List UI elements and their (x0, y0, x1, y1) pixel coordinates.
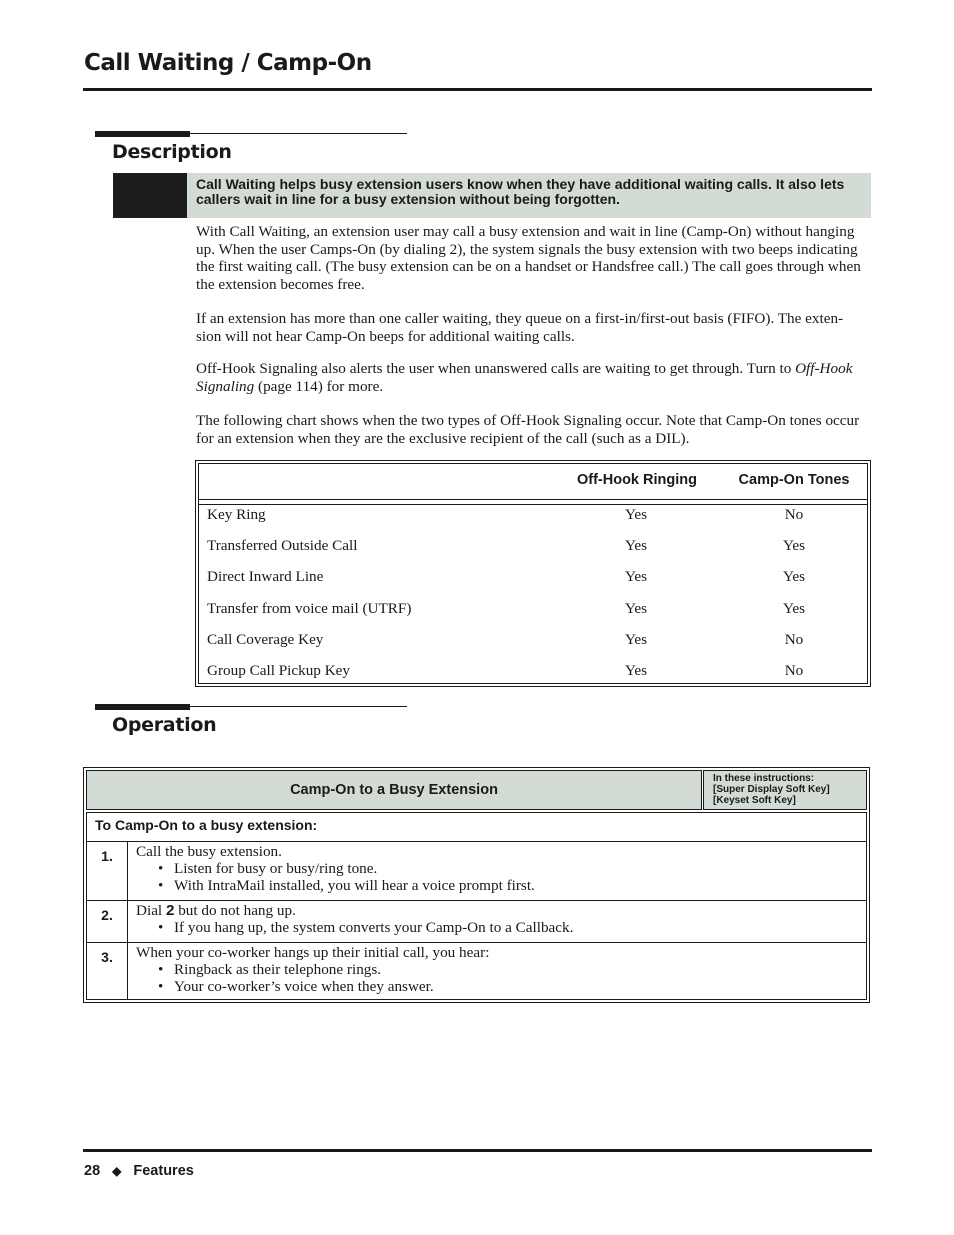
instructions-legend (703, 770, 867, 810)
step-number: 1. (86, 841, 128, 901)
section-rule (95, 133, 407, 134)
step-text (136, 902, 866, 919)
step-body (127, 841, 867, 901)
legend-line: [Super Display Soft Key] (713, 784, 830, 795)
page-title: Call Waiting / Camp-On (84, 50, 372, 76)
step-bullet: • Listen for busy or busy/ring tone. (136, 860, 866, 877)
paragraph-text: Off-Hook Signaling also alerts the user when unanswered calls are waiting to get through. Turn to (196, 360, 796, 377)
ringing-value: Yes (624, 600, 648, 617)
tones-value: No (784, 662, 804, 679)
paragraph-text: (page 114) for more. (254, 377, 384, 395)
summary-marker (113, 173, 187, 218)
step-bullet: • With IntraMail installed, you will hear a voice prompt first. (136, 877, 866, 894)
description-heading: Description (112, 141, 232, 163)
ringing-value: Yes (624, 662, 648, 679)
paragraph: The following chart shows when the two types of Off-Hook Signaling occur. Note that Camp-On tones occur for an extension when they are the exclusive recipient of the call (such as a DIL). (196, 412, 860, 447)
row-label: Transfer from voice mail (UTRF) (207, 600, 412, 617)
tones-value: Yes (782, 600, 806, 617)
section-bar (95, 131, 190, 137)
ringing-value: Yes (624, 537, 648, 554)
step-text: When your co-worker hangs up their initial call, you hear: (136, 944, 490, 961)
operation-heading: Operation (112, 714, 217, 736)
diamond-icon: ◆ (112, 1164, 122, 1178)
ringing-value: Yes (624, 506, 648, 523)
operation-table-title: Camp-On to a Busy Extension (86, 770, 702, 810)
paragraph: With Call Waiting, an extension user may call a busy extension and wait in line (Camp-On) without hanging up. When the user Camps-On (by dialing 2), the system signals the busy extension with two beeps indicating the first waiting call. (The busy extension can be on a handset or Handsfree call.) The call goes through when the extension becomes free. (196, 223, 861, 293)
step-text-part: Dial (136, 902, 166, 919)
page-footer (84, 1163, 194, 1179)
step-body (127, 900, 867, 943)
step-bullet: • If you hang up, the system converts your Camp-On to a Callback. (136, 919, 866, 936)
page-number: 28 (84, 1163, 101, 1179)
row-label: Transferred Outside Call (207, 537, 358, 554)
row-label: Group Call Pickup Key (207, 662, 350, 679)
cross-reference-link[interactable]: Off-Hook Signaling (196, 360, 853, 395)
title-rule (83, 88, 872, 91)
operation-subheading: To Camp-On to a busy extension: (86, 812, 867, 842)
footer-rule (83, 1149, 872, 1152)
step-bullet: • Your co-worker’s voice when they answer. (136, 978, 866, 995)
chart-frame (198, 463, 868, 684)
tones-value: No (784, 506, 804, 523)
column-header-tones: Camp-On Tones (738, 472, 850, 488)
paragraph: If an extension has more than one caller waiting, they queue on a first-in/first-out basis (FIFO). The exten- sion will not hear Camp-On beeps for additional waiting calls. (196, 310, 844, 345)
step-number: 3. (86, 942, 128, 1000)
tones-value: No (784, 631, 804, 648)
legend-line: In these instructions: (713, 773, 815, 784)
legend-line: [Keyset Soft Key] (713, 795, 796, 806)
step-text-part: but do not hang up. (174, 902, 296, 919)
step-body (127, 942, 867, 1000)
column-header-ringing: Off-Hook Ringing (576, 472, 697, 488)
step-number: 2. (86, 900, 128, 943)
tones-value: Yes (782, 537, 806, 554)
operation-table (83, 767, 870, 1003)
step-bullet: • Ringback as their telephone rings. (136, 961, 866, 978)
row-label: Call Coverage Key (207, 631, 324, 648)
ringing-value: Yes (624, 568, 648, 585)
ringing-value: Yes (624, 631, 648, 648)
row-label: Direct Inward Line (207, 568, 324, 585)
footer-section: Features (133, 1163, 194, 1179)
header-divider (199, 499, 867, 505)
row-label: Key Ring (207, 506, 266, 523)
tones-value: Yes (782, 568, 806, 585)
dial-key: 2 (165, 902, 175, 919)
summary-box: Call Waiting helps busy extension users know when they have additional waiting calls. It also lets callers wait in line for a busy extension without being forgotten. (187, 173, 871, 218)
section-bar (95, 704, 190, 710)
section-rule (95, 706, 407, 707)
step-text: Call the busy extension. (136, 843, 282, 860)
paragraph (196, 360, 872, 395)
signaling-chart (195, 460, 871, 687)
